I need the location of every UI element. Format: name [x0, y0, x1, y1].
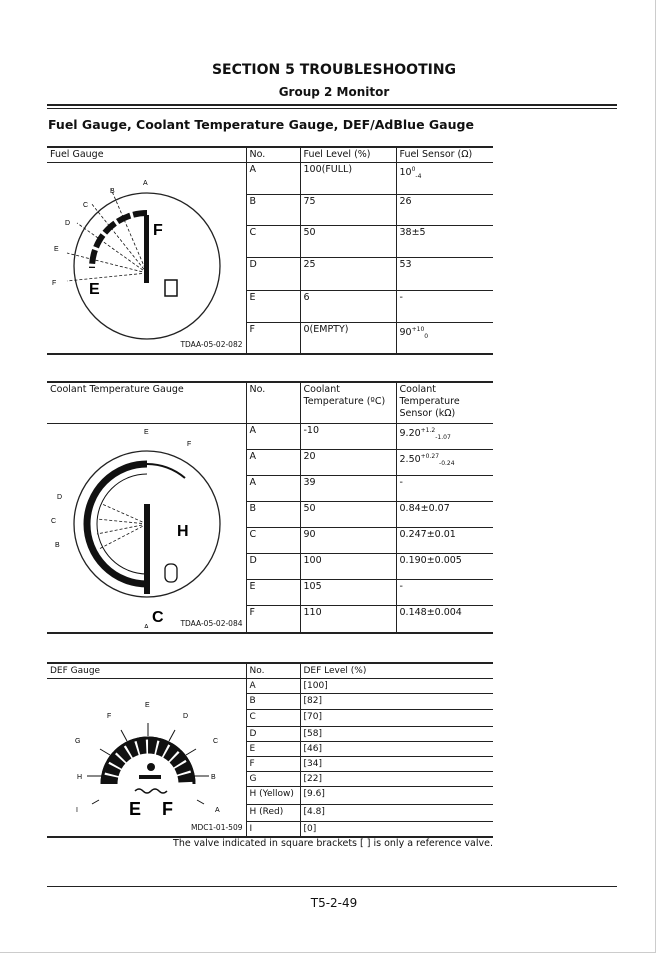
cell: [46] — [300, 741, 493, 756]
cell: 75 — [300, 194, 396, 226]
cell: 100 — [300, 553, 396, 579]
def-fluid-icon — [135, 763, 167, 793]
cell: 20 — [300, 449, 396, 475]
cell: E — [246, 580, 300, 605]
svg-text:F: F — [187, 440, 192, 448]
cell: $90^{+10}_0$ — [396, 322, 493, 354]
cell: I — [246, 821, 300, 837]
cell: G — [246, 772, 300, 787]
col-header: No. — [246, 147, 300, 163]
page-heading: Fuel Gauge, Coolant Temperature Gauge, DEF/AdBlue Gauge — [48, 117, 474, 132]
cell: D — [246, 553, 300, 579]
cell: [82] — [300, 694, 493, 710]
cell: 110 — [300, 605, 396, 632]
cell: A — [246, 476, 300, 501]
fuel-gauge-label: Fuel Gauge — [47, 147, 246, 163]
cell: D — [246, 258, 300, 291]
cell: E — [246, 741, 300, 756]
svg-text:H: H — [77, 774, 83, 781]
cell: 0.190±0.005 — [396, 553, 493, 579]
svg-text:E: E — [54, 246, 59, 253]
cell: [100] — [300, 679, 493, 694]
cell: $10^0_{-4}$ — [396, 163, 493, 195]
cell: [9.6] — [300, 787, 493, 804]
cell: 39 — [300, 476, 396, 501]
svg-text:E: E — [144, 428, 149, 436]
footer-rule — [47, 886, 617, 887]
cell: 0.148±0.004 — [396, 605, 493, 632]
cell: 38±5 — [396, 226, 493, 258]
def-gauge-table — [47, 662, 493, 838]
cell: F — [246, 756, 300, 771]
cell: 6 — [300, 290, 396, 322]
col-header: Fuel Sensor (Ω) — [396, 147, 493, 163]
group-title: Group 2 Monitor — [278, 85, 390, 99]
cell: F — [246, 322, 300, 354]
cell: F — [246, 605, 300, 632]
figure-code: TDAA-05-02-082 — [180, 340, 243, 349]
cell: D — [246, 726, 300, 741]
cell: [34] — [300, 756, 493, 771]
cell: [0] — [300, 821, 493, 837]
cell: B — [246, 501, 300, 527]
cell: C — [246, 710, 300, 726]
svg-text:B: B — [211, 774, 216, 781]
cell: A — [246, 449, 300, 475]
coolant-gauge-figure — [47, 423, 246, 633]
cell: 50 — [300, 501, 396, 527]
col-header: Fuel Level (%) — [300, 147, 396, 163]
svg-text:F: F — [52, 280, 57, 287]
cell: [70] — [300, 710, 493, 726]
cold-letter: C — [152, 608, 164, 626]
cell: 26 — [396, 194, 493, 226]
svg-text:D: D — [65, 220, 71, 227]
svg-text:D: D — [57, 493, 63, 501]
coolant-gauge-label: Coolant Temperature Gauge — [47, 382, 246, 423]
col-header: DEF Level (%) — [300, 663, 493, 679]
col-header: Coolant Temperature Sensor (kΩ) — [396, 382, 493, 423]
svg-text:B: B — [55, 541, 60, 549]
cell: E — [246, 290, 300, 322]
coolant-gauge-illustration — [47, 424, 246, 628]
fuel-pump-icon — [165, 280, 177, 296]
def-gauge-label: DEF Gauge — [47, 663, 246, 679]
cell: A — [246, 423, 300, 449]
figure-code: MDC1-01-509 — [190, 823, 243, 832]
hot-letter: H — [177, 522, 189, 540]
cell: B — [246, 694, 300, 710]
cell: 53 — [396, 258, 493, 291]
header-rule-thin — [47, 108, 617, 109]
full-letter: F — [153, 222, 163, 239]
cell: 105 — [300, 580, 396, 605]
svg-text:A: A — [215, 807, 220, 814]
fuel-gauge-illustration — [47, 163, 246, 349]
cell: -10 — [300, 423, 396, 449]
cell: 50 — [300, 226, 396, 258]
cell: H (Red) — [246, 804, 300, 821]
cell: C — [246, 226, 300, 258]
cell: 0.84±0.07 — [396, 501, 493, 527]
empty-letter: E — [129, 799, 142, 819]
cell: $2.50^{+0.27}_{-0.24}$ — [396, 449, 493, 475]
fuel-gauge-table — [47, 146, 493, 355]
cell: 100(FULL) — [300, 163, 396, 195]
cell: 90 — [300, 528, 396, 553]
thermometer-icon — [165, 564, 177, 582]
header-rule — [47, 104, 617, 106]
figure-code: TDAA-05-02-084 — [180, 618, 243, 628]
svg-text:C: C — [51, 517, 57, 525]
svg-text:C: C — [213, 738, 219, 745]
fuel-gauge-figure — [47, 163, 246, 355]
svg-text:E: E — [145, 702, 150, 709]
cell: - — [396, 290, 493, 322]
cell: $9.20^{+1.2}_{-1.07}$ — [396, 423, 493, 449]
def-gauge-illustration — [47, 679, 246, 832]
reference-note: The valve indicated in square brackets [ ] is only a reference valve. — [173, 838, 493, 849]
svg-text:A: A — [143, 180, 148, 187]
svg-text:F: F — [107, 713, 112, 720]
cell: A — [246, 679, 300, 694]
cell: - — [396, 476, 493, 501]
cell: B — [246, 194, 300, 226]
cell: C — [246, 528, 300, 553]
cell: H (Yellow) — [246, 787, 300, 804]
cell: 0(EMPTY) — [300, 322, 396, 354]
svg-text:I: I — [76, 807, 78, 814]
cell: A — [246, 163, 300, 195]
coolant-gauge-table — [47, 381, 493, 634]
cell: [4.8] — [300, 804, 493, 821]
col-header: No. — [246, 663, 300, 679]
svg-text:A: A — [144, 623, 149, 628]
cell: [58] — [300, 726, 493, 741]
def-gauge-figure — [47, 679, 246, 838]
page-number: T5-2-49 — [310, 896, 358, 910]
cell: - — [396, 580, 493, 605]
svg-text:G: G — [75, 738, 81, 745]
cell: [22] — [300, 772, 493, 787]
svg-text:D: D — [183, 713, 189, 720]
full-letter: F — [162, 799, 173, 819]
cell: 25 — [300, 258, 396, 291]
col-header: No. — [246, 382, 300, 423]
svg-text:C: C — [83, 202, 89, 209]
col-header: Coolant Temperature (ºC) — [300, 382, 396, 423]
section-title: SECTION 5 TROUBLESHOOTING — [211, 62, 457, 78]
cell: 0.247±0.01 — [396, 528, 493, 553]
empty-letter: E — [89, 281, 100, 298]
svg-text:B: B — [110, 188, 115, 195]
